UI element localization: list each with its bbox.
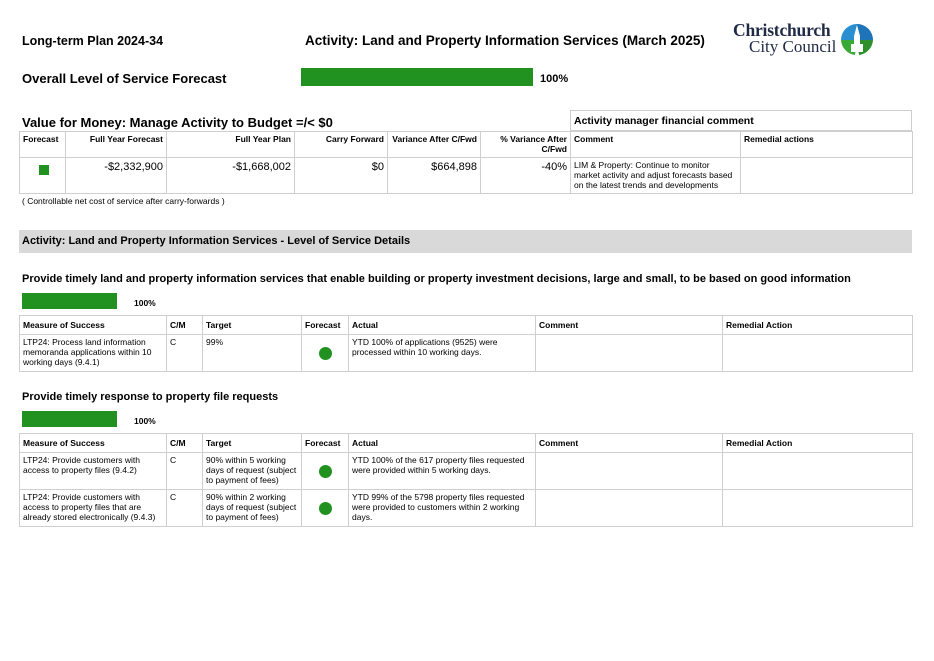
forecast-cell [20, 158, 66, 194]
col-actual: Actual [349, 316, 536, 335]
carry-forward-value: $0 [295, 158, 388, 194]
los-details-band: Activity: Land and Property Information Services - Level of Service Details [19, 230, 912, 253]
page-title: Activity: Land and Property Information Services (March 2025) [305, 33, 705, 48]
forecast-cell [302, 453, 349, 490]
forecast-status-square-icon [39, 165, 49, 175]
col-full-year-plan: Full Year Plan [167, 132, 295, 158]
council-logo [733, 22, 875, 60]
comment-cell [536, 335, 723, 372]
remedial-actions-text [741, 158, 913, 194]
group-percent: 100% [134, 298, 156, 308]
col-cm: C/M [167, 434, 203, 453]
col-target: Target [203, 434, 302, 453]
group-progress-bar [22, 411, 117, 427]
pct-variance-value: -40% [481, 158, 571, 194]
measure-cell: LTP24: Process land information memoranda applications within 10 working days (9.4.1) [20, 335, 167, 372]
variance-value: $664,898 [388, 158, 481, 194]
col-measure: Measure of Success [20, 434, 167, 453]
measure-cell: LTP24: Provide customers with access to property files that are already stored electronically (9.4.3) [20, 490, 167, 527]
col-remedial-actions: Remedial actions [741, 132, 913, 158]
los-table [19, 433, 913, 527]
full-year-forecast-value: -$2,332,900 [66, 158, 167, 194]
col-pct-variance: % Variance After C/Fwd [481, 132, 571, 158]
financial-table-header [20, 132, 913, 158]
forecast-cell [302, 490, 349, 527]
financial-table-row [20, 158, 913, 194]
los-table-header [20, 434, 913, 453]
logo-text-line1: Christchurch [733, 20, 831, 40]
overall-los-label: Overall Level of Service Forecast [22, 71, 227, 86]
actual-cell: YTD 100% of the 617 property files requested were provided within 5 working days. [349, 453, 536, 490]
col-carry-forward: Carry Forward [295, 132, 388, 158]
financial-comment-header: Activity manager financial comment [570, 110, 912, 131]
actual-cell: YTD 100% of applications (9525) were processed within 10 working days. [349, 335, 536, 372]
col-remedial-action: Remedial Action [723, 434, 913, 453]
cm-cell: C [167, 335, 203, 372]
col-forecast: Forecast [302, 316, 349, 335]
col-comment: Comment [536, 316, 723, 335]
col-comment: Comment [536, 434, 723, 453]
col-forecast: Forecast [302, 434, 349, 453]
los-table [19, 315, 913, 372]
col-actual: Actual [349, 434, 536, 453]
group-progress-bar [22, 293, 117, 309]
value-for-money-title: Value for Money: Manage Activity to Budget =/< $0 [22, 115, 333, 130]
financial-comment-text: LIM & Property: Continue to monitor market activity and adjust forecasts based on the latest trends and developments [571, 158, 741, 194]
group-title: Provide timely land and property information services that enable building or property investment decisions, large and small, to be based on good information [22, 273, 851, 285]
forecast-cell [302, 335, 349, 372]
col-forecast: Forecast [20, 132, 66, 158]
plan-title: Long-term Plan 2024-34 [22, 34, 164, 48]
comment-cell [536, 453, 723, 490]
group-title: Provide timely response to property file requests [22, 391, 279, 403]
col-target: Target [203, 316, 302, 335]
overall-los-percent: 100% [540, 73, 569, 85]
table-row [20, 453, 913, 490]
full-year-plan-value: -$1,668,002 [167, 158, 295, 194]
col-comment: Comment [571, 132, 741, 158]
logo-text-line2: City Council [749, 37, 837, 56]
actual-cell: YTD 99% of the 5798 property files requested were provided to customers within 2 working days. [349, 490, 536, 527]
col-remedial-action: Remedial Action [723, 316, 913, 335]
los-table-header [20, 316, 913, 335]
target-cell: 90% within 5 working days of request (subject to payment of fees) [203, 453, 302, 490]
table-row [20, 335, 913, 372]
cm-cell: C [167, 453, 203, 490]
col-full-year-forecast: Full Year Forecast [66, 132, 167, 158]
measure-cell: LTP24: Provide customers with access to property files (9.4.2) [20, 453, 167, 490]
remedial-cell [723, 490, 913, 527]
forecast-status-dot-icon [319, 347, 332, 360]
target-cell: 90% within 2 working days of request (subject to payment of fees) [203, 490, 302, 527]
target-cell: 99% [203, 335, 302, 372]
forecast-status-dot-icon [319, 465, 332, 478]
remedial-cell [723, 453, 913, 490]
group-percent: 100% [134, 416, 156, 426]
col-cm: C/M [167, 316, 203, 335]
forecast-status-dot-icon [319, 502, 332, 515]
col-measure: Measure of Success [20, 316, 167, 335]
cathedral-emblem-icon [839, 22, 875, 56]
remedial-cell [723, 335, 913, 372]
cost-note: ( Controllable net cost of service after carry-forwards ) [22, 196, 225, 206]
cm-cell: C [167, 490, 203, 527]
table-row [20, 490, 913, 527]
financial-table [19, 131, 913, 194]
comment-cell [536, 490, 723, 527]
col-variance: Variance After C/Fwd [388, 132, 481, 158]
overall-los-progress-bar [301, 68, 533, 86]
